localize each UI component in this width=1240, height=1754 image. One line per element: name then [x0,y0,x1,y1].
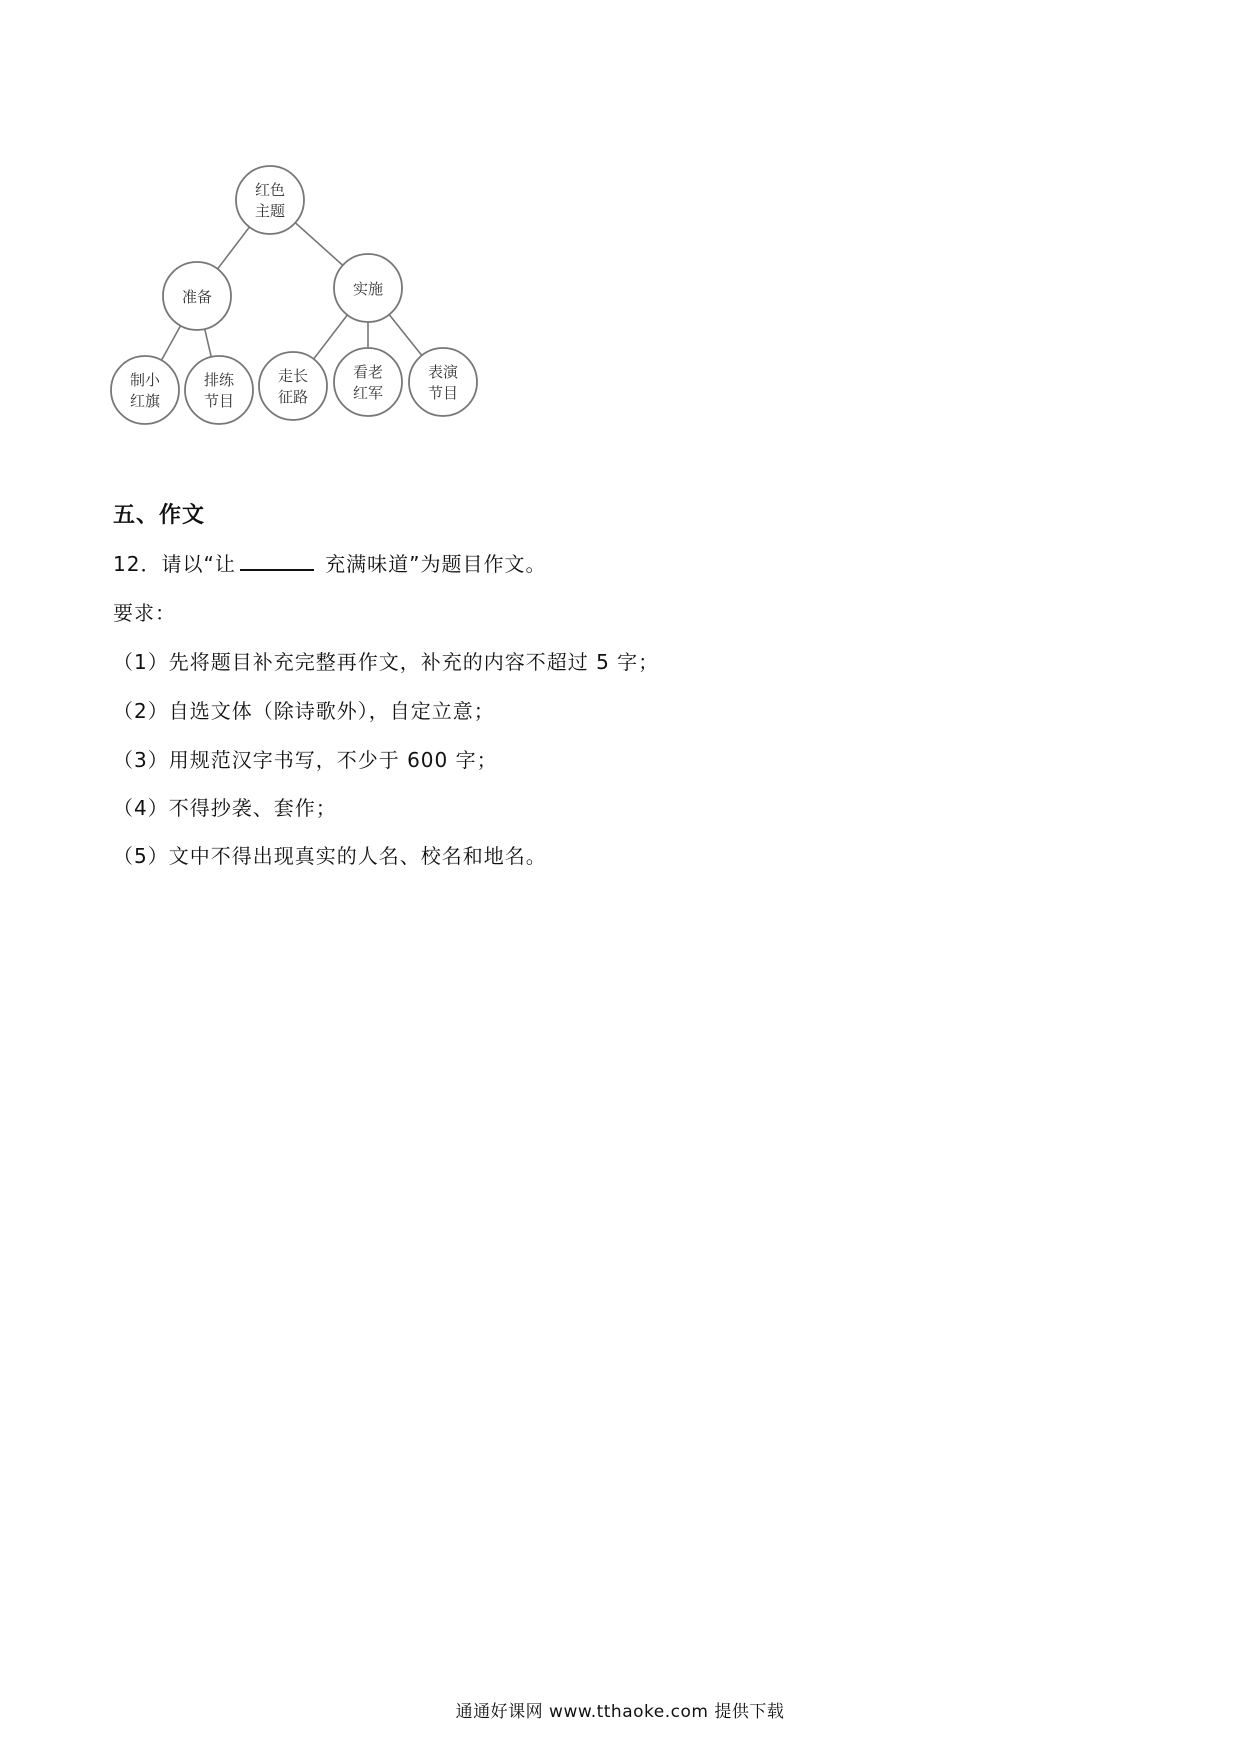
tree-branch-node-label: 准备 [181,288,213,306]
requirement-3: （3）用规范汉字书写，不少于 600 字； [113,748,498,772]
requirement-5: （5）文中不得出现真实的人名、校名和地名。 [113,844,547,868]
tree-leaf-node-label: 红旗 [129,392,161,410]
tree-leaf-node [185,356,253,424]
tree-leaf-node-label: 表演 [427,363,459,381]
footer-credit: 通通好课网 www.tthaoke.com 提供下载 [455,1702,785,1722]
tree-root-node-label: 主题 [254,202,286,220]
question-text-after: 充满味道”为题目作文。 [317,552,547,576]
tree-leaf-node-circle [111,356,179,424]
tree-leaf-node [409,348,477,416]
requirements-title: 要求： [113,601,176,625]
title-blank [240,549,314,571]
tree-leaf-node-label: 征路 [277,388,309,406]
tree-leaf-node-label: 节目 [203,392,235,410]
question-number: 12． [113,552,162,576]
tree-leaf-node [259,352,327,420]
tree-branch-node-label: 实施 [352,280,384,298]
tree-leaf-node-label: 红军 [352,384,384,402]
tree-leaf-node-label: 节目 [427,384,459,402]
tree-leaf-node [111,356,179,424]
section-heading: 五、作文 [113,503,206,528]
tree-leaf-node-circle [259,352,327,420]
tree-leaf-node-circle [334,348,402,416]
tree-branch-node [163,262,231,330]
tree-leaf-node-label: 制小 [129,371,161,389]
requirement-1: （1）先将题目补充完整再作文，补充的内容不超过 5 字； [113,650,660,674]
tree-branch-node [334,254,402,322]
question-text-before: 请以“让 [161,552,236,576]
tree-root-node-label: 红色 [254,181,286,199]
tree-leaf-node-circle [409,348,477,416]
tree-root-node [236,166,304,234]
tree-root-node-circle [236,166,304,234]
tree-leaf-node-label: 看老 [352,363,384,381]
tree-leaf-node-label: 走长 [277,367,309,385]
tree-leaf-node-circle [185,356,253,424]
question-12 [113,548,547,577]
tree-leaf-node [334,348,402,416]
requirement-2: （2）自选文体（除诗歌外），自定立意； [113,699,495,723]
tree-leaf-node-label: 排练 [203,371,235,389]
requirement-4: （4）不得抄袭、套作； [113,796,337,820]
topic-tree-diagram [0,0,500,440]
